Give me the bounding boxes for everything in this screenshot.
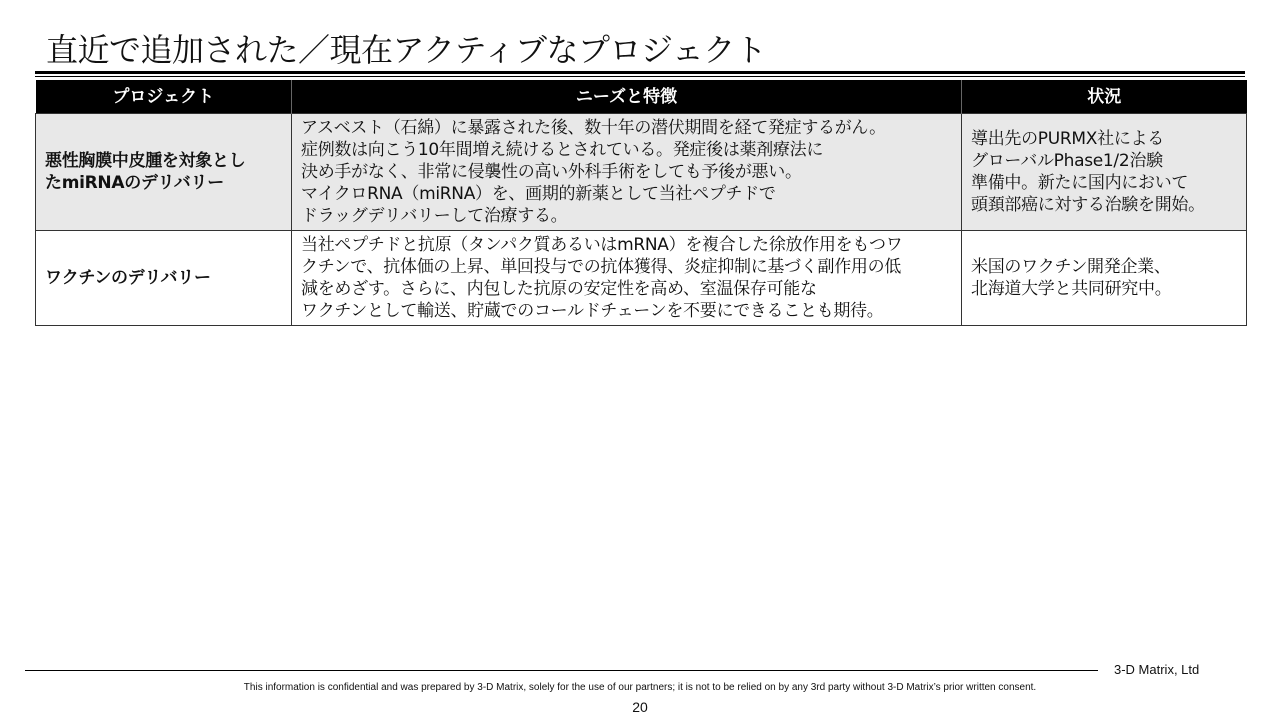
confidentiality-notice: This information is confidential and was prepared by 3-D Matrix, solely for the use of our partners; it is not to be relied on by any 3rd party without 3-D Matrix’s prior written consent. [243, 682, 1037, 693]
status-line: グローバルPhase1/2治験 [971, 151, 1163, 171]
needs-line: 決め手がなく、非常に侵襲性の高い外科手術をしても予後が悪い。 [301, 162, 802, 182]
status-cell [962, 114, 1247, 231]
header-project: プロジェクト [36, 80, 292, 114]
needs-line: クチンで、抗体価の上昇、単回投与での抗体獲得、炎症抑制に基づく副作用の低 [301, 257, 902, 277]
status-line: 準備中。新たに国内において [971, 173, 1189, 193]
needs-line: 症例数は向こう10年間増え続けるとされている。発症後は薬剤療法に [301, 140, 824, 160]
table-row [36, 231, 1247, 326]
page-number: 20 [632, 699, 648, 715]
status-line: 北海道大学と共同研究中。 [971, 279, 1172, 299]
footer-divider [25, 670, 1098, 671]
project-name-cell [36, 114, 292, 231]
title-divider-thin [35, 76, 1245, 77]
title-divider-thick [35, 71, 1245, 74]
project-name-cell [36, 231, 292, 326]
slide-title: 直近で追加された／現在アクティブなプロジェクト [46, 31, 767, 69]
needs-line: 当社ペプチドと抗原（タンパク質あるいはmRNA）を複合した徐放作用をもつワ [301, 235, 903, 255]
table-header-row [36, 80, 1247, 114]
status-cell [962, 231, 1247, 326]
needs-line: ワクチンとして輸送、貯蔵でのコールドチェーンを不要にできることも期待。 [301, 301, 884, 321]
project-name-line: ワクチンのデリバリー [45, 268, 211, 288]
project-name-line: 悪性胸膜中皮腫を対象とし [45, 151, 246, 171]
status-line: 導出先のPURMX社による [971, 129, 1164, 149]
company-name: 3-D Matrix, Ltd [1114, 662, 1200, 677]
needs-line: ドラッグデリバリーして治療する。 [301, 206, 568, 226]
header-needs-features: ニーズと特徴 [292, 80, 962, 114]
needs-features-cell [292, 231, 962, 326]
table-row [36, 114, 1247, 231]
needs-line: アスベスト（石綿）に暴露された後、数十年の潜伏期間を経て発症するがん。 [301, 118, 886, 138]
needs-line: マイクロRNA（miRNA）を、画期的新薬として当社ペプチドで [301, 184, 776, 204]
needs-features-cell [292, 114, 962, 231]
needs-line: 減をめざす。さらに、内包した抗原の安定性を高め、室温保存可能な [301, 279, 817, 299]
projects-table [35, 80, 1247, 326]
header-status: 状況 [962, 80, 1247, 114]
status-line: 米国のワクチン開発企業、 [971, 257, 1171, 277]
project-name-line: たmiRNAのデリバリー [45, 173, 224, 193]
status-line: 頭頚部癌に対する治験を開始。 [971, 195, 1205, 215]
